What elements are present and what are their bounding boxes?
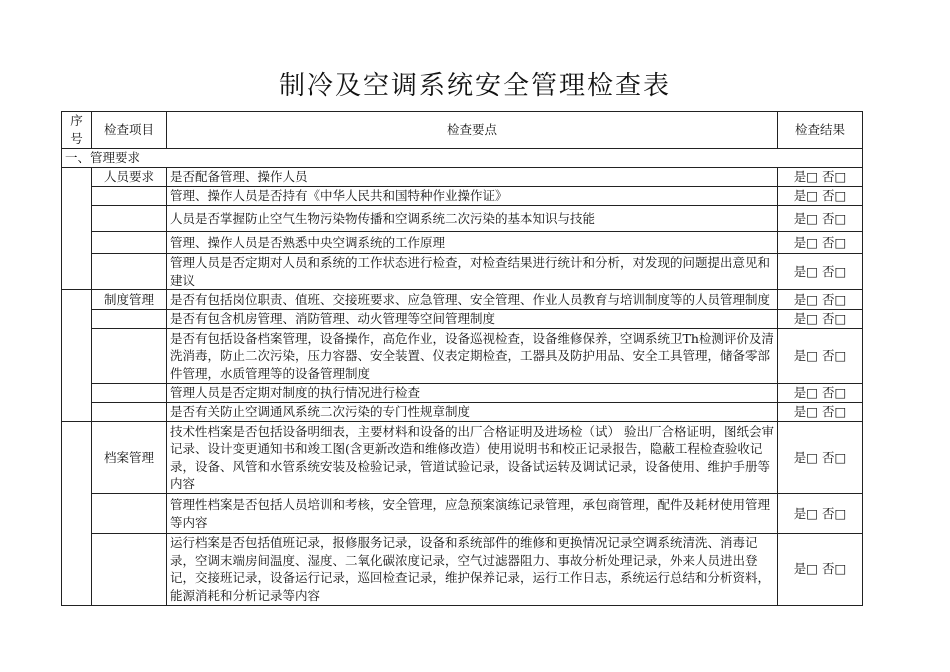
result-checkbox[interactable]: 是□ 否□: [778, 206, 863, 232]
group-cell-empty: [92, 329, 167, 384]
header-seq: 序号: [62, 112, 92, 149]
result-checkbox[interactable]: 是□ 否□: [778, 403, 863, 422]
check-point: 管理人员是否定期对人员和系统的工作状态进行检查，对检查结果进行统计和分析，对发现的问题提出意见和建议: [167, 254, 778, 290]
header-item: 检查项目: [92, 112, 167, 149]
result-checkbox[interactable]: 是□ 否□: [778, 254, 863, 290]
seq-cell: [62, 168, 92, 290]
check-point: 技术性档案是否包括设备明细表，主要材料和设备的出厂合格证明及进场检（试） 验出厂合格证明，图纸会审记录、设计变更通知书和竣工图(含更新改造和维修改造）使用说明书和校正记录报告，隐蔽工程检查验收记录，设备、风管和水管系统安装及检验记录，管道试验记录，设备试运转及调试记录，设备使用、维护手册等内容: [167, 422, 778, 494]
check-point: 是否有包括设备档案管理，设备操作，高危作业，设备巡视检查，设备维修保养，空调系统卫Th检测评价及清洗消毒，防止二次污染，压力容器、安全装置、仪表定期检查，工器具及防护用品、安全工具管理，储备零部件管理，水质管理等的设备管理制度: [167, 329, 778, 384]
result-checkbox[interactable]: 是□ 否□: [778, 384, 863, 403]
group-cell-empty: [92, 254, 167, 290]
result-checkbox[interactable]: 是□ 否□: [778, 422, 863, 494]
table-row: [62, 206, 863, 232]
check-point: 是否配备管理、操作人员: [167, 168, 778, 187]
header-points: 检查要点: [167, 112, 778, 149]
group-name: 制度管理: [92, 290, 167, 310]
result-checkbox[interactable]: 是□ 否□: [778, 290, 863, 310]
table-row: [62, 254, 863, 290]
group-name: 人员要求: [92, 168, 167, 187]
check-point: 管理性档案是否包括人员培训和考核，安全管理，应急预案演练记录管理，承包商管理，配件及耗材使用管理等内容: [167, 494, 778, 534]
result-checkbox[interactable]: 是□ 否□: [778, 534, 863, 605]
header-result: 检查结果: [778, 112, 863, 149]
check-point: 管理、操作人员是否熟悉中央空调系统的工作原理: [167, 232, 778, 254]
section-row: [62, 149, 863, 168]
result-checkbox[interactable]: 是□ 否□: [778, 494, 863, 534]
table-row: [62, 422, 863, 494]
group-cell-empty: [92, 384, 167, 403]
table-row: [62, 494, 863, 534]
table-row: [62, 187, 863, 206]
seq-cell: [62, 290, 92, 422]
check-point: 管理人员是否定期对制度的执行情况进行检查: [167, 384, 778, 403]
table-row: [62, 232, 863, 254]
check-point: 是否有包括岗位职责、值班、交接班要求、应急管理、安全管理、作业人员教育与培训制度等的人员管理制度: [167, 290, 778, 310]
group-cell-empty: [92, 494, 167, 534]
inspection-table: [61, 111, 863, 606]
table-row: [62, 310, 863, 329]
check-point: 人员是否掌握防止空气生物污染物传播和空调系统二次污染的基本知识与技能: [167, 206, 778, 232]
group-cell-empty: [92, 310, 167, 329]
result-checkbox[interactable]: 是□ 否□: [778, 168, 863, 187]
check-point: 是否有关防止空调通风系统二次污染的专门性规章制度: [167, 403, 778, 422]
table-row: [62, 290, 863, 310]
table-row: [62, 329, 863, 384]
group-cell-empty: [92, 187, 167, 206]
group-cell-empty: [92, 232, 167, 254]
section-title: 一、管理要求: [62, 149, 863, 168]
group-cell-empty: [92, 534, 167, 605]
result-checkbox[interactable]: 是□ 否□: [778, 232, 863, 254]
group-cell-empty: [92, 403, 167, 422]
check-point: 管理、操作人员是否持有《中华人民共和国特种作业操作证》: [167, 187, 778, 206]
group-name: 档案管理: [92, 422, 167, 494]
table-row: [62, 403, 863, 422]
table-row: [62, 534, 863, 605]
group-cell-empty: [92, 206, 167, 232]
page-title: 制冷及空调系统安全管理检查表: [278, 71, 671, 101]
table-row: [62, 384, 863, 403]
result-checkbox[interactable]: 是□ 否□: [778, 329, 863, 384]
seq-cell: [62, 422, 92, 605]
result-checkbox[interactable]: 是□ 否□: [778, 310, 863, 329]
header-row: [62, 112, 863, 149]
table-row: [62, 168, 863, 187]
result-checkbox[interactable]: 是□ 否□: [778, 187, 863, 206]
check-point: 运行档案是否包括值班记录，报修服务记录，设备和系统部件的维修和更换情况记录空调系统清洗、消毒记录，空调末端房间温度、湿度、二氧化碳浓度记录，空气过滤器阻力、事故分析处理记录，外来人员进出登记，交接班记录，设备运行记录，巡回检查记录，维护保养记录，运行工作日志，系统运行总结和分析资料，能源消耗和分析记录等内容: [167, 534, 778, 605]
check-point: 是否有包含机房管理、消防管理、动火管理等空间管理制度: [167, 310, 778, 329]
